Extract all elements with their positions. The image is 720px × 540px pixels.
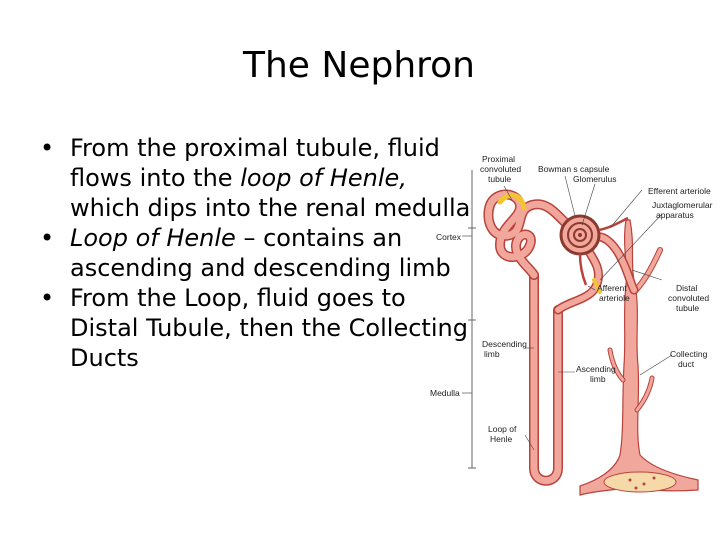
- bullet-item: [40, 133, 480, 223]
- label-ascending-limb: Ascending limb: [576, 364, 616, 384]
- label-distal-tubule: Distal convoluted tubule: [668, 283, 710, 313]
- bullet-emphasis-text: loop of Henle,: [240, 164, 407, 192]
- bullet-emphasis-text: Loop of Henle: [70, 224, 236, 252]
- label-descending-limb: Descending limb: [482, 339, 527, 359]
- label-proximal-tubule: Proximal convoluted tubule: [480, 154, 522, 184]
- slide-title: The Nephron: [243, 45, 475, 86]
- label-bowmans-capsule: Bowman s capsule: [538, 164, 610, 174]
- bullet-text: From the proximal tubule, fluid flows into the: [70, 134, 440, 192]
- label-cortex: Cortex: [436, 232, 462, 242]
- label-efferent-arteriole: Efferent arteriole: [648, 186, 711, 196]
- nephron-diagram: [430, 150, 720, 530]
- label-loop-of-henle: Loop of Henle: [488, 424, 517, 444]
- bullet-item: [40, 283, 480, 373]
- label-collecting-duct: Collecting duct: [670, 349, 708, 369]
- bullet-item: [40, 223, 480, 283]
- label-afferent-arteriole: Afferent arteriole: [597, 283, 630, 303]
- bullet-text: which dips into the renal medulla: [70, 194, 471, 222]
- label-medulla: Medulla: [430, 388, 460, 398]
- label-juxtaglomerular-apparatus: Juxtaglomerular apparatus: [652, 200, 713, 220]
- label-glomerulus: Glomerulus: [573, 174, 617, 184]
- loop-of-henle-shape: [534, 275, 558, 481]
- bullet-text: – contains an ascending and descending limb: [70, 224, 451, 282]
- bullet-text: From the Loop, fluid goes to Distal Tubule, then the Collecting Ducts: [70, 284, 468, 372]
- bullet-list: [40, 133, 480, 373]
